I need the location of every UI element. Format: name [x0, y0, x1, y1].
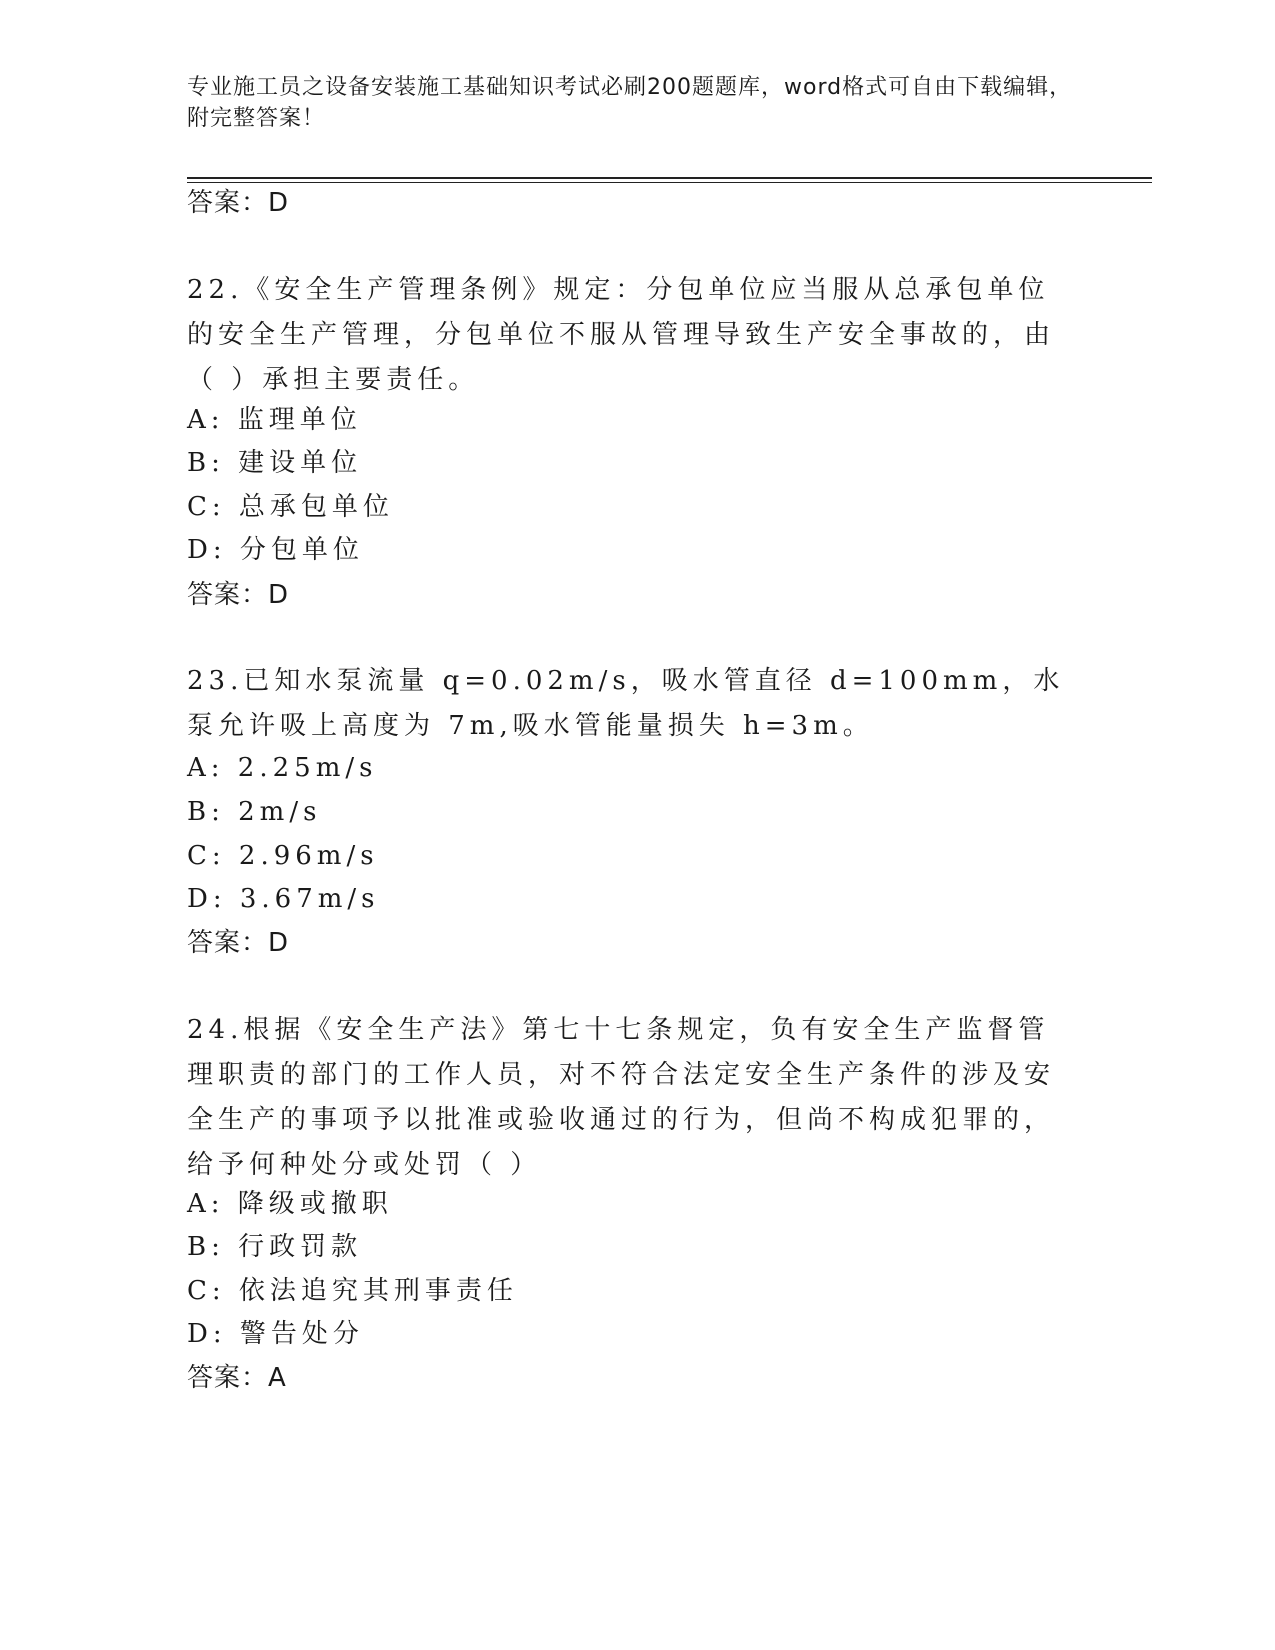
question-23-text: 23.已知水泵流量 q=0.02m/s，吸水管直径 d=100mm，水泵允许吸上高度为 7m,吸水管能量损失 h=3m。: [187, 666, 1065, 741]
previous-answer: 答案：D: [187, 188, 290, 218]
question-22-text: 22.《安全生产管理条例》规定：分包单位应当服从总承包单位的安全生产管理，分包单位不服从管理导致生产安全事故的，由（ ）承担主要责任。: [187, 275, 1056, 395]
question-24-option-b: B: 行政罚款: [187, 1232, 363, 1262]
header-divider-thin: [187, 182, 1152, 183]
question-22-option-b: B: 建设单位: [187, 448, 363, 478]
question-22-option-a: A: 监理单位: [187, 405, 362, 435]
header-divider-thick: [187, 177, 1152, 179]
question-22-option-d: D: 分包单位: [187, 535, 364, 565]
question-24-answer: 答案：A: [187, 1363, 287, 1393]
question-24-text: 24.根据《安全生产法》第七十七条规定，负有安全生产监督管理职责的部门的工作人员，对不符合法定安全生产条件的涉及安全生产的事项予以批准或验收通过的行为，但尚不构成犯罪的，给予何种处分或处罚（ ）: [187, 1015, 1056, 1180]
question-24-option-c: C: 依法追究其刑事责任: [187, 1276, 518, 1306]
question-23-option-b: B: 2m/s: [187, 797, 322, 827]
question-23-option-a: A: 2.25m/s: [187, 753, 378, 783]
question-23-option-c: C: 2.96m/s: [187, 841, 379, 871]
question-23-option-d: D: 3.67m/s: [187, 884, 380, 914]
question-23-answer: 答案：D: [187, 928, 290, 958]
question-24-option-a: A: 降级或撤职: [187, 1189, 393, 1219]
question-22-answer: 答案：D: [187, 580, 290, 610]
document-header: 专业施工员之设备安装施工基础知识考试必刷200题题库，word格式可自由下载编辑，附完整答案！: [187, 75, 1073, 131]
question-22-option-c: C: 总承包单位: [187, 492, 394, 522]
question-24-option-d: D: 警告处分: [187, 1319, 364, 1349]
